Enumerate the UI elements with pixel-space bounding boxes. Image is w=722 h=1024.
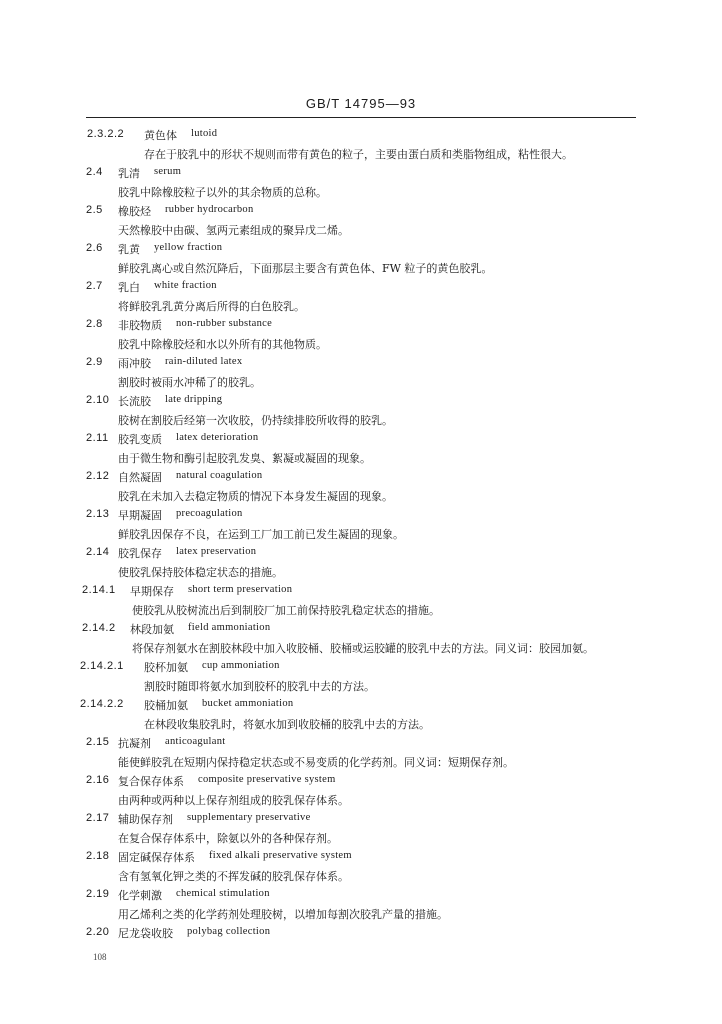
term-chinese: 早期凝固 [118, 509, 162, 522]
term-chinese: 胶杯加氨 [144, 661, 188, 674]
term-entry [0, 810, 722, 848]
term-definition: 天然橡胶中由碳、氢两元素组成的聚异戊二烯。 [118, 224, 349, 237]
term-entry [0, 430, 722, 468]
term-number: 2.9 [86, 356, 103, 368]
term-english: yellow fraction [154, 242, 223, 253]
term-entry [0, 392, 722, 430]
term-english: serum [154, 166, 182, 177]
term-definition: 存在于胶乳中的形状不规则而带有黄色的粒子，主要由蛋白质和类脂物组成，粘性很大。 [144, 148, 573, 161]
term-entry [0, 696, 722, 734]
term-english: chemical stimulation [176, 888, 270, 899]
term-number: 2.6 [86, 242, 103, 254]
term-entry [0, 734, 722, 772]
term-number: 2.17 [86, 812, 110, 824]
term-number: 2.19 [86, 888, 110, 900]
term-english: supplementary preservative [187, 812, 311, 823]
term-entry [0, 886, 722, 924]
term-entry [0, 164, 722, 202]
term-definition: 胶乳中除橡胶粒子以外的其余物质的总称。 [118, 186, 327, 199]
term-english: late dripping [165, 394, 223, 405]
term-definition: 胶乳在未加入去稳定物质的情况下本身发生凝固的现象。 [118, 490, 393, 503]
term-chinese: 长流胶 [118, 395, 151, 408]
term-english: natural coagulation [176, 470, 263, 481]
term-english: latex deterioration [176, 432, 259, 443]
term-number: 2.3.2.2 [87, 128, 125, 140]
term-chinese: 黄色体 [144, 129, 177, 142]
term-entry [0, 354, 722, 392]
term-english: non-rubber substance [176, 318, 273, 329]
term-definition: 胶乳中除橡胶烃和水以外所有的其他物质。 [118, 338, 327, 351]
term-english: bucket ammoniation [202, 698, 294, 709]
term-definition: 胶树在割胶后经第一次收胶，仍持续排胶所收得的胶乳。 [118, 414, 393, 427]
term-number: 2.20 [86, 926, 110, 938]
term-number: 2.15 [86, 736, 110, 748]
term-entry [0, 126, 722, 164]
term-number: 2.18 [86, 850, 110, 862]
term-number: 2.12 [86, 470, 110, 482]
term-chinese: 尼龙袋收胶 [118, 927, 173, 940]
term-definition: 用乙烯利之类的化学药剂处理胶树，以增加每割次胶乳产量的措施。 [118, 908, 448, 921]
term-english: precoagulation [176, 508, 243, 519]
term-english: polybag collection [187, 926, 271, 937]
term-chinese: 辅助保存剂 [118, 813, 173, 826]
term-definition: 鲜胶乳因保存不良，在运到工厂加工前已发生凝固的现象。 [118, 528, 404, 541]
term-definition: 使胶乳从胶树流出后到制胶厂加工前保持胶乳稳定状态的措施。 [132, 604, 440, 617]
term-chinese: 雨冲胶 [118, 357, 151, 370]
term-number: 2.14.2 [82, 622, 116, 634]
term-chinese: 乳清 [118, 167, 140, 180]
term-entry [0, 924, 722, 962]
term-number: 2.5 [86, 204, 103, 216]
term-english: lutoid [191, 128, 218, 139]
term-definition: 在复合保存体系中，除氨以外的各种保存剂。 [118, 832, 338, 845]
term-chinese: 胶桶加氨 [144, 699, 188, 712]
term-chinese: 乳白 [118, 281, 140, 294]
term-chinese: 非胶物质 [118, 319, 162, 332]
term-chinese: 胶乳保存 [118, 547, 162, 560]
term-number: 2.13 [86, 508, 110, 520]
term-definition: 鲜胶乳离心或自然沉降后，下面那层主要含有黄色体、FW 粒子的黄色胶乳。 [118, 262, 493, 275]
term-english: cup ammoniation [202, 660, 280, 671]
term-definition: 使胶乳保持胶体稳定状态的措施。 [118, 566, 283, 579]
term-chinese: 胶乳变质 [118, 433, 162, 446]
term-definition: 将保存剂氨水在割胶林段中加入收胶桶、胶桶或运胶罐的胶乳中去的方法。同义词：胶园加氨。 [132, 642, 594, 655]
term-entry [0, 658, 722, 696]
term-english: composite preservative system [198, 774, 336, 785]
term-definition: 在林段收集胶乳时，将氨水加到收胶桶的胶乳中去的方法。 [144, 718, 430, 731]
term-english: white fraction [154, 280, 217, 291]
term-entry [0, 202, 722, 240]
term-chinese: 固定碱保存体系 [118, 851, 195, 864]
term-chinese: 自然凝固 [118, 471, 162, 484]
term-chinese: 早期保存 [130, 585, 174, 598]
term-chinese: 林段加氨 [130, 623, 174, 636]
term-english: rain-diluted latex [165, 356, 243, 367]
page-header: GB/T 14795—93 [305, 96, 417, 111]
term-number: 2.11 [86, 432, 109, 444]
term-entry [0, 544, 722, 582]
term-number: 2.14.1 [82, 584, 116, 596]
term-definition: 割胶时随即将氨水加到胶杯的胶乳中去的方法。 [144, 680, 375, 693]
term-english: fixed alkali preservative system [209, 850, 352, 861]
term-english: latex preservation [176, 546, 257, 557]
term-number: 2.14.2.2 [80, 698, 124, 710]
term-definition: 割胶时被雨水冲稀了的胶乳。 [118, 376, 261, 389]
term-definition: 含有氢氧化钾之类的不挥发碱的胶乳保存体系。 [118, 870, 349, 883]
header-rule [86, 117, 636, 118]
term-definition: 能使鲜胶乳在短期内保持稳定状态或不易变质的化学药剂。同义词：短期保存剂。 [118, 756, 514, 769]
term-chinese: 橡胶烃 [118, 205, 151, 218]
term-number: 2.10 [86, 394, 110, 406]
term-number: 2.16 [86, 774, 110, 786]
term-chinese: 化学刺激 [118, 889, 162, 902]
term-english: anticoagulant [165, 736, 226, 747]
page-number: 108 [93, 952, 107, 962]
term-number: 2.4 [86, 166, 103, 178]
term-entry [0, 240, 722, 278]
term-english: field ammoniation [188, 622, 271, 633]
term-entry [0, 468, 722, 506]
term-entry [0, 582, 722, 620]
term-chinese: 乳黄 [118, 243, 140, 256]
term-number: 2.8 [86, 318, 103, 330]
term-entry [0, 278, 722, 316]
term-number: 2.14 [86, 546, 110, 558]
term-english: short term preservation [188, 584, 293, 595]
term-chinese: 复合保存体系 [118, 775, 184, 788]
term-number: 2.7 [86, 280, 103, 292]
term-chinese: 抗凝剂 [118, 737, 151, 750]
term-number: 2.14.2.1 [80, 660, 124, 672]
term-entry [0, 506, 722, 544]
term-definition: 将鲜胶乳乳黄分离后所得的白色胶乳。 [118, 300, 305, 313]
term-entry [0, 316, 722, 354]
term-entry [0, 620, 722, 658]
term-entry [0, 772, 722, 810]
term-definition: 由两种或两种以上保存剂组成的胶乳保存体系。 [118, 794, 349, 807]
term-entry [0, 848, 722, 886]
term-english: rubber hydrocarbon [165, 204, 254, 215]
term-definition: 由于微生物和酶引起胶乳发臭、絮凝或凝固的现象。 [118, 452, 371, 465]
